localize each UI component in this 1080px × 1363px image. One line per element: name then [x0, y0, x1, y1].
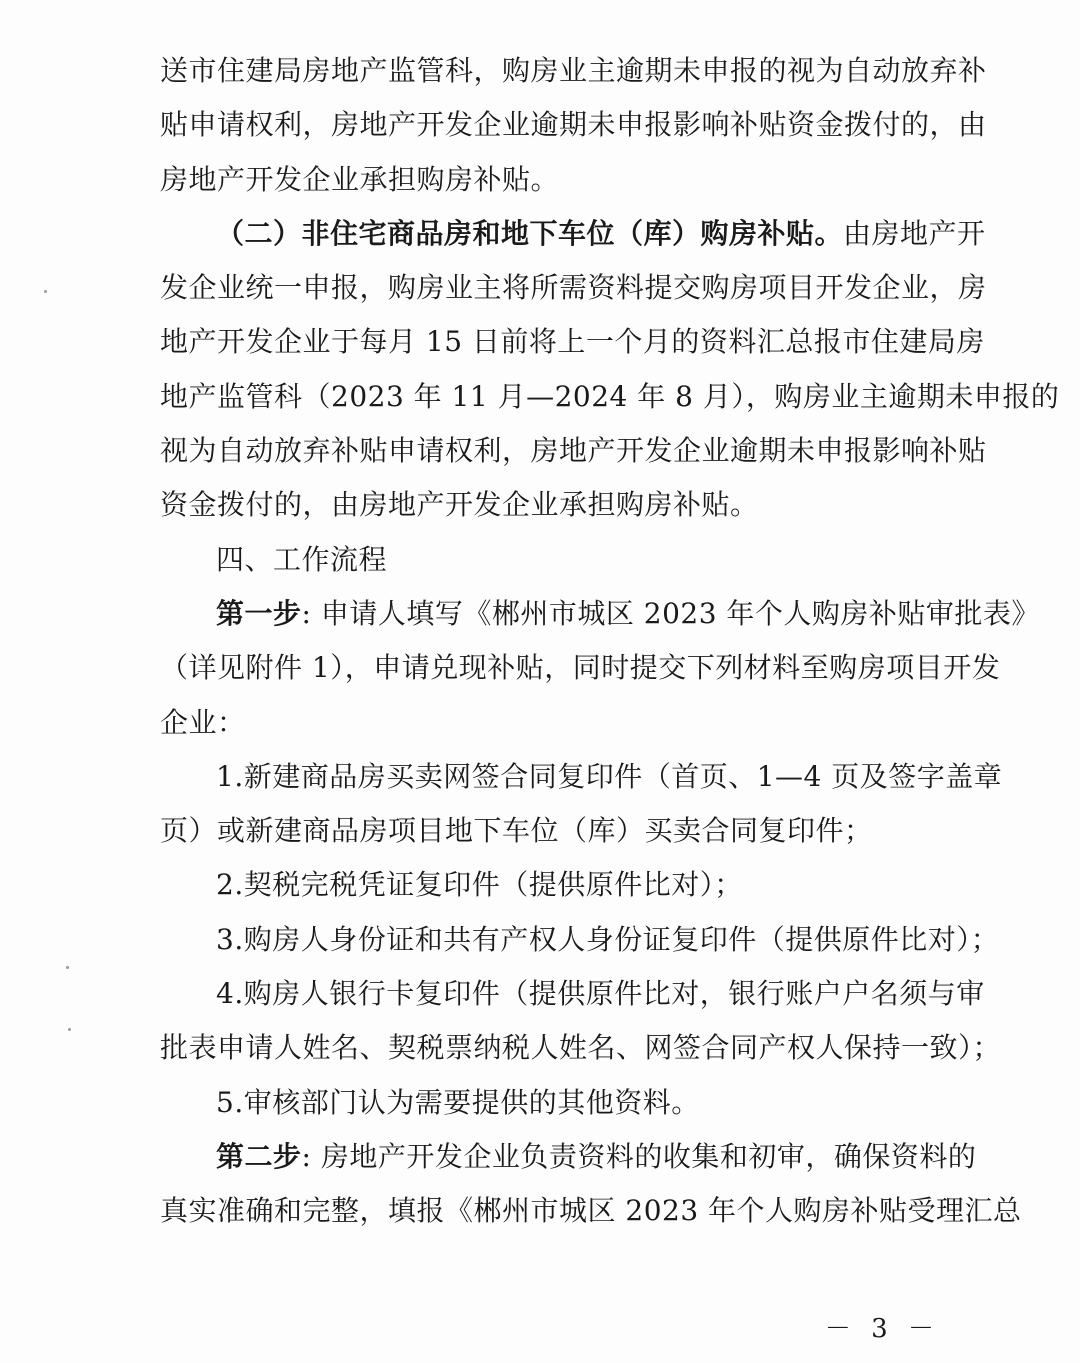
- paragraph-line: 房地产开发企业承担购房补贴。: [160, 162, 560, 196]
- list-item-line: 2.契税完税凭证复印件（提供原件比对）；: [216, 868, 743, 902]
- scan-speck: [66, 966, 69, 969]
- paragraph-text: 由房地产开: [843, 216, 986, 250]
- list-item-line: 4.购房人银行卡复印件（提供原件比对，银行账户户名须与审: [216, 977, 985, 1011]
- paragraph-line: 发企业统一申报，购房业主将所需资料提交购房项目开发企业，房: [160, 271, 987, 305]
- paragraph-line: 贴申请权利，房地产开发企业逾期未申报影响补贴资金拨付的，由: [160, 108, 987, 142]
- section-title: 四、工作流程: [216, 542, 388, 576]
- paragraph-text: : 申请人填写《郴州市城区 2023 年个人购房补贴审批表》: [301, 596, 1040, 630]
- paragraph-line: （详见附件 1），申请兑现补贴，同时提交下列材料至购房项目开发: [160, 651, 1001, 685]
- scan-speck: [44, 290, 47, 293]
- list-item-line: 1.新建商品房买卖网签合同复印件（首页、1—4 页及签字盖章: [216, 759, 1003, 793]
- list-item-line: 3.购房人身份证和共有产权人身份证复印件（提供原件比对）；: [216, 922, 1000, 956]
- scan-speck: [68, 1028, 71, 1031]
- step-label: 第二步: [216, 1139, 302, 1173]
- document-body: [160, 44, 1060, 1239]
- paragraph-line: 视为自动放弃补贴申请权利，房地产开发企业逾期未申报影响补贴: [160, 434, 987, 468]
- list-item-line: 页）或新建商品房项目地下车位（库）买卖合同复印件；: [160, 814, 873, 848]
- paragraph-line: 企业：: [160, 705, 246, 739]
- paragraph-text: : 房地产开发企业负责资料的收集和初审，确保资料的: [301, 1139, 977, 1173]
- subsection-heading: （二）非住宅商品房和地下车位（库）购房补贴。: [216, 216, 844, 250]
- paragraph-line: 送市住建局房地产监管科，购房业主逾期未申报的视为自动放弃补: [160, 54, 987, 87]
- paragraph-line: [160, 1130, 977, 1184]
- paragraph-line: 地产开发企业于每月 15 日前将上一个月的资料汇总报市住建局房: [160, 325, 985, 359]
- step-label: 第一步: [216, 596, 302, 630]
- paragraph-line: [160, 207, 986, 261]
- paragraph-line: 真实准确和完整，填报《郴州市城区 2023 年个人购房补贴受理汇总: [160, 1194, 1022, 1228]
- list-item-line: 批表申请人姓名、契税票纳税人姓名、网签合同产权人保持一致）；: [160, 1031, 1002, 1065]
- paragraph-line: [160, 587, 1040, 641]
- paragraph-line: 地产监管科（2023 年 11 月—2024 年 8 月），购房业主逾期未申报的: [160, 379, 1060, 413]
- page-number: － 3 －: [824, 1314, 940, 1344]
- list-item-line: 5.审核部门认为需要提供的其他资料。: [216, 1085, 700, 1119]
- paragraph-line: 资金拨付的，由房地产开发企业承担购房补贴。: [160, 488, 759, 522]
